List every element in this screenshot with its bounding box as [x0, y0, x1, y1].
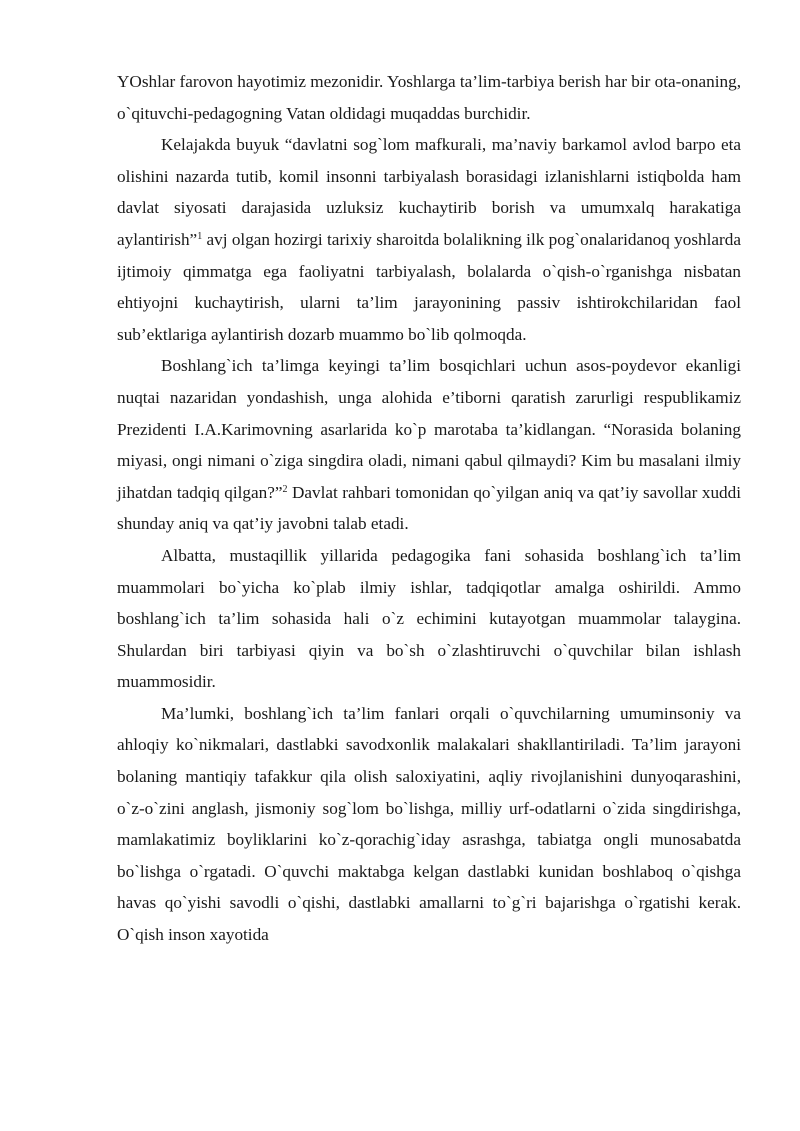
- paragraph-3: [117, 350, 741, 540]
- paragraph-2-text-a: Kelajakda buyuk “davlatni sog`lom mafkurali, ma’naviy barkamol avlod barpo eta olishini nazarda tutib, komil insonni tarbiyalash borasidagi izlanishlarni istiqbolda ham davlat siyosati darajasida uzluksiz kuchaytirib borish va umumxalq harakatiga aylantirish”: [117, 135, 741, 249]
- paragraph-5: [117, 698, 741, 951]
- paragraph-2-text-b: avj olgan hozirgi tarixiy sharoitda bolalikning ilk pog`onalaridanoq yoshlarda ijtimoiy qimmatga ega faoliyatni tarbiyalash, bolalarda o`qish-o`rganishga nisbatan ehtiyojni kuchaytirish, ularni ta’lim jarayonining passiv ishtirokchilaridan faol sub’ektlariga aylantirish dozarb muammo bo`lib qolmoqda.: [117, 229, 741, 344]
- paragraph-4-text: Albatta, mustaqillik yillarida pedagogika fani sohasida boshlang`ich ta’lim muammolari bo`yicha ko`plab ilmiy ishlar, tadqiqotlar amalga oshirildi. Ammo boshlang`ich ta’lim sohasida hali o`z echimini kutayotgan muammolar talaygina. Shulardan biri tarbiyasi qiyin va bo`sh o`zlashtiruvchi o`quvchilar bilan ishlash muammosidir.: [117, 545, 741, 692]
- footnote-ref-2[interactable]: 2: [282, 483, 288, 495]
- footnote-ref-1[interactable]: 1: [197, 230, 203, 242]
- paragraph-3-text-a: Boshlang`ich ta’limga keyingi ta’lim bosqichlari uchun asos-poydevor ekanligi nuqtai nazaridan yondashish, unga alohida e’tiborni qaratish zarurligi respublikamiz Prezidenti I.A.Karimovning asarlarida ko`p marotaba ta’kidlangan. “Norasida bolaning miyasi, ongi nimani o`ziga singdira oladi, nimani qabul qilmaydi? Kim bu masalani ilmiy jihatdan tadqiq qilgan?”: [117, 356, 741, 502]
- paragraph-2: [117, 129, 741, 350]
- document-page: [117, 66, 741, 951]
- paragraph-4: [117, 540, 741, 698]
- paragraph-1: [117, 66, 741, 129]
- paragraph-3-text-b: Davlat rahbari tomonidan qo`yilgan aniq va qat’iy savollar xuddi shunday aniq va qat’iy javobni talab etadi.: [117, 482, 741, 534]
- paragraph-1-text: YOshlar farovon hayotimiz mezonidir. Yoshlarga ta’lim-tarbiya berish har bir ota-onaning, o`qituvchi-pedagogning Vatan oldidagi muqaddas burchidir.: [117, 72, 742, 123]
- paragraph-5-text: Ma’lumki, boshlang`ich ta’lim fanlari orqali o`quvchilarning umuminsoniy va ahloqiy ko`nikmalari, dastlabki savodxonlik malakalari shakllantiriladi. Ta’lim jarayoni bolaning mantiqiy tafakkur qila olish saloxiyatini, aqliy rivojlanishini dunyoqarashini, o`z-o`zini anglash, jismoniy sog`lom bo`lishga, milliy urf-odatlarni o`zida singdirishga, mamlakatimiz boyliklarini ko`z-qorachig`iday asrashga, tabiatga ongli munosabatda bo`lishga o`rgatadi. O`quvchi maktabga kelgan dastlabki kunidan boshlaboq o`qishga havas qo`yishi savodli o`qishi, dastlabki amallarni to`g`ri bajarishga o`rgatishi kerak. O`qish inson xayotida: [117, 703, 741, 945]
